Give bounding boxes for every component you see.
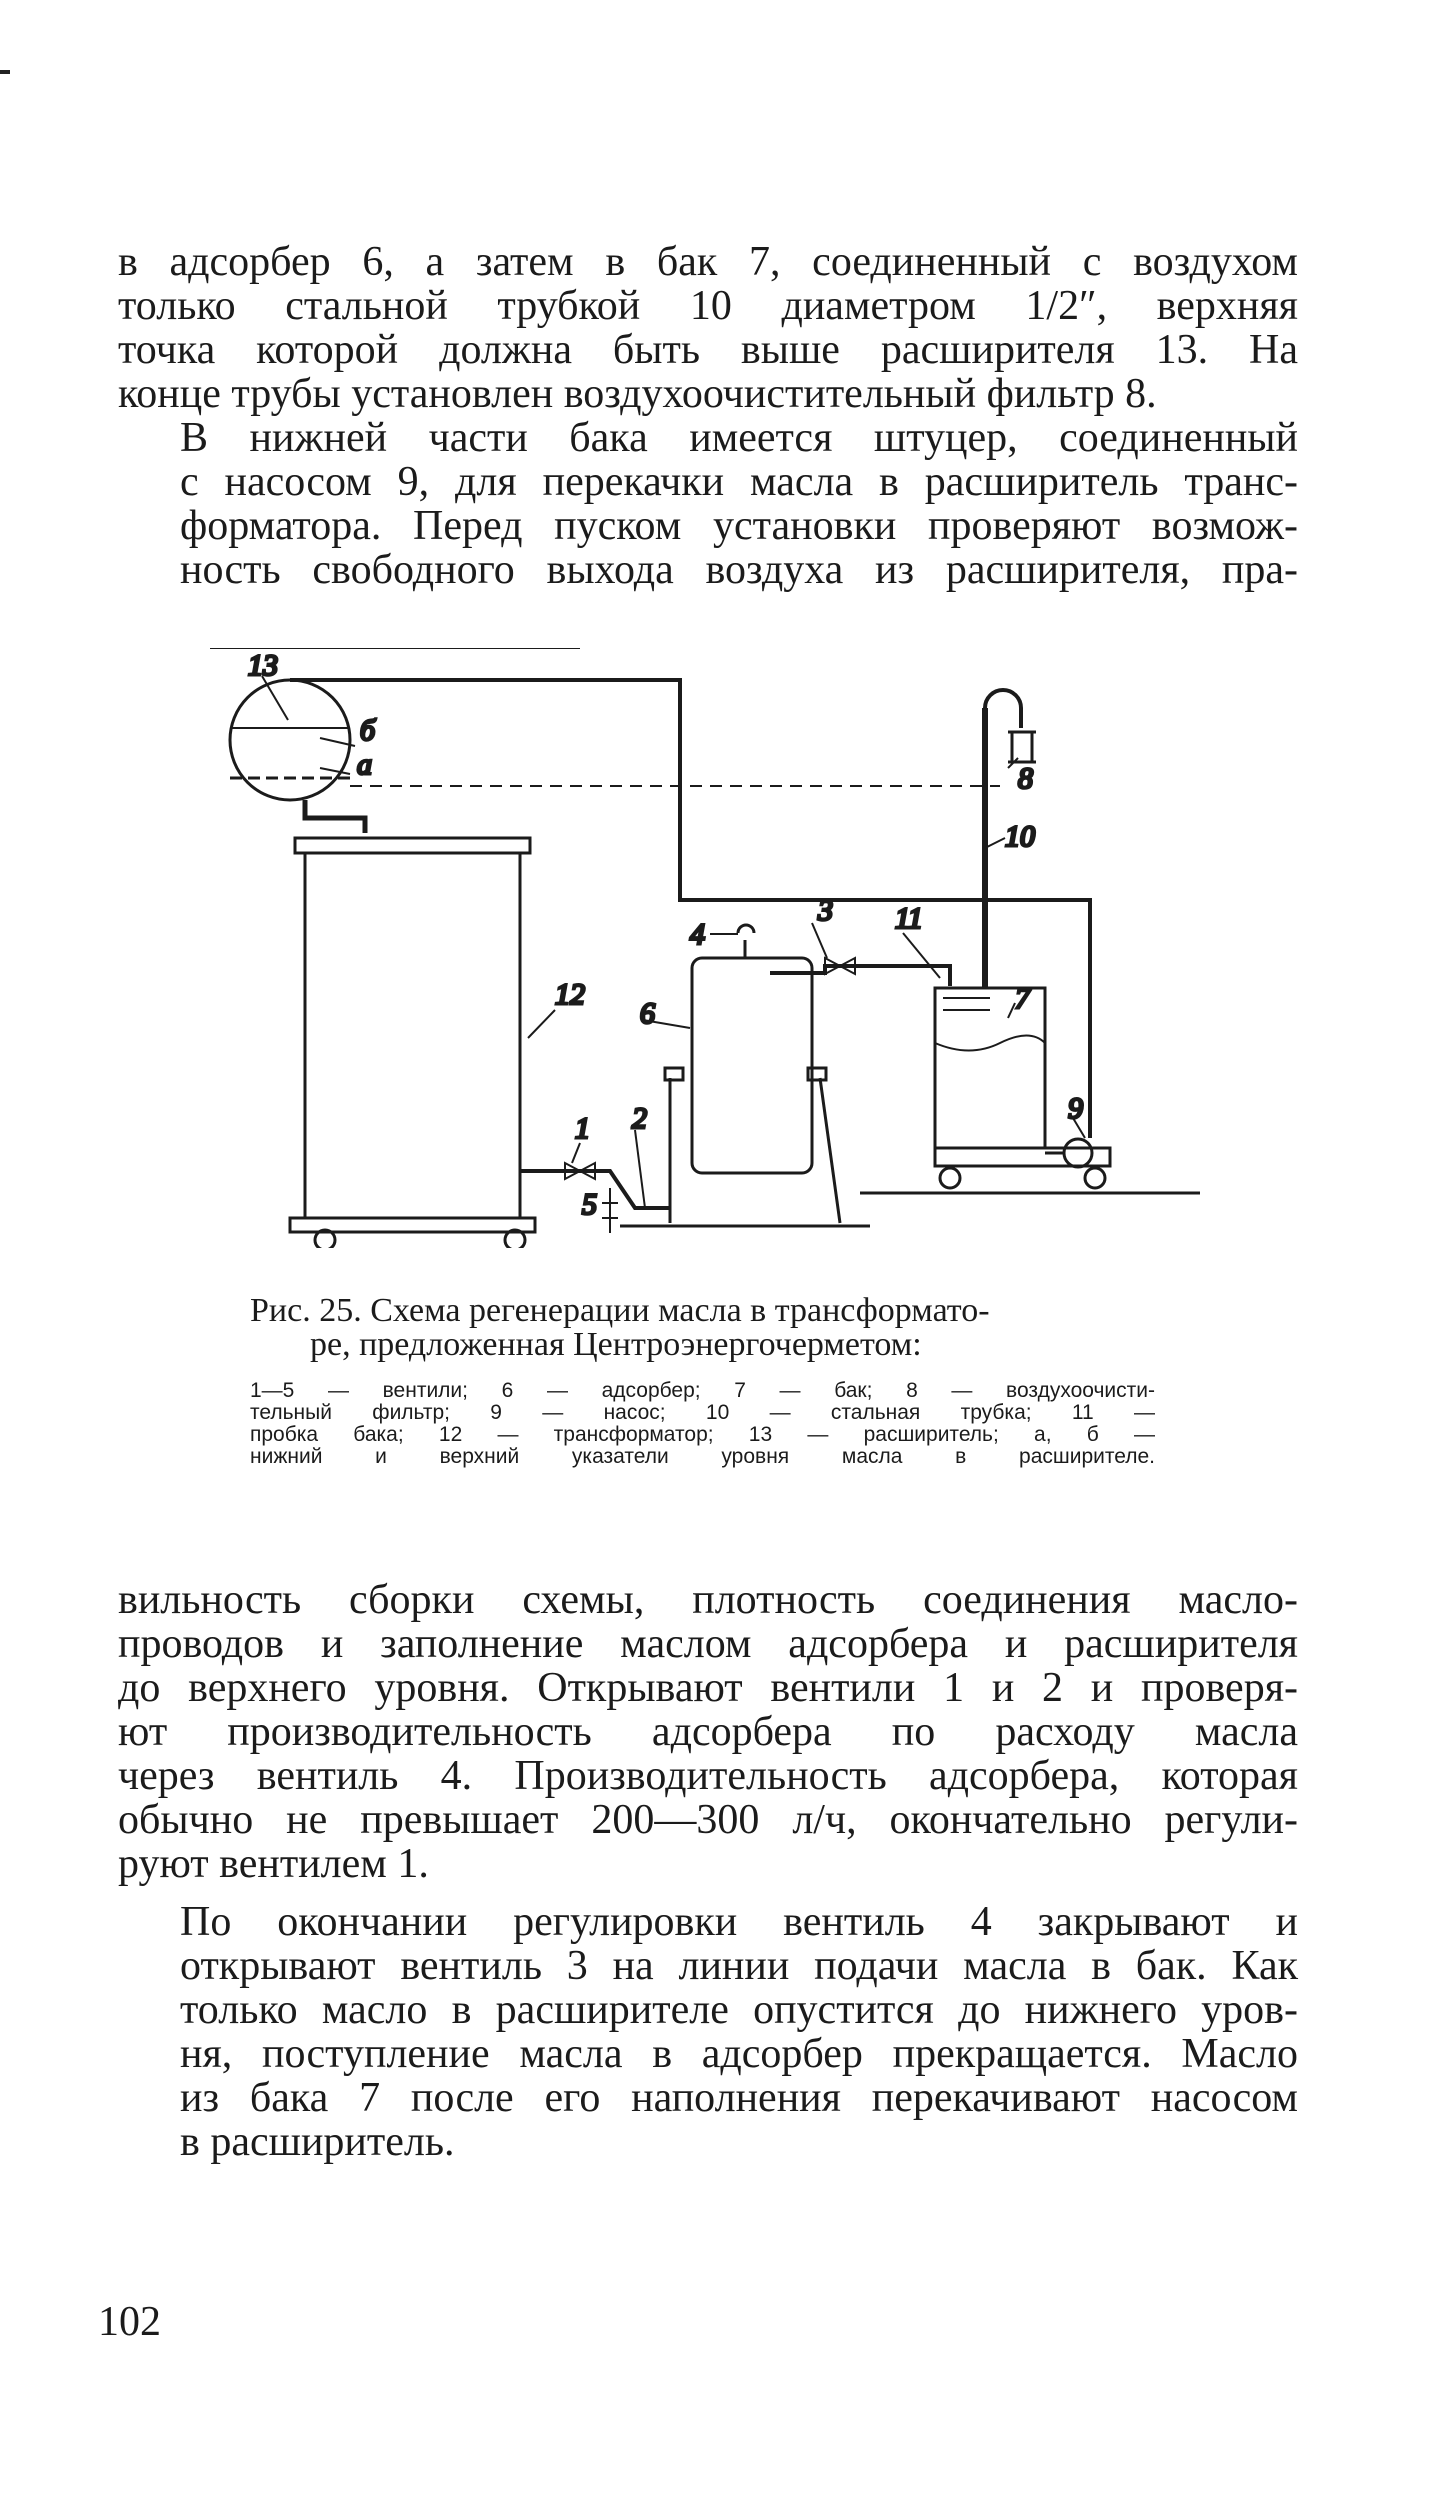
label-1: 1 bbox=[575, 1112, 590, 1145]
label-10: 10 bbox=[1005, 820, 1035, 853]
valve-5 bbox=[602, 1188, 618, 1233]
text-line: ня, поступление масла в адсорбер прекращается. Масло bbox=[180, 2031, 1298, 2077]
legend-line: пробка бака; 12 — трансформатор; 13 — расширитель; а, б — bbox=[250, 1423, 1155, 1446]
text-line: ность свободного выхода воздуха из расширителя, пра- bbox=[180, 547, 1298, 593]
label-11: 11 bbox=[895, 902, 923, 935]
scan-mark bbox=[0, 70, 10, 74]
paragraph-2 bbox=[118, 416, 1298, 592]
text-line: вильность сборки схемы, плотность соединения масло- bbox=[118, 1577, 1298, 1623]
transformer-12 bbox=[290, 838, 535, 1248]
text-line: конце трубы установлен воздухоочистительный фильтр 8. bbox=[118, 371, 1157, 417]
label-2: 2 bbox=[632, 1102, 647, 1135]
legend-line: 1—5 — вентили; 6 — адсорбер; 7 — бак; 8 — воздухоочисти- bbox=[250, 1379, 1155, 1402]
caption-line: ре, предложенная Центроэнергочерметом: bbox=[310, 1326, 922, 1363]
label-5: 5 bbox=[582, 1188, 597, 1221]
text-line: через вентиль 4. Производительность адсорбера, которая bbox=[118, 1753, 1298, 1799]
label-b: б bbox=[360, 714, 376, 747]
text-line: руют вентилем 1. bbox=[118, 1841, 429, 1887]
text-line: до верхнего уровня. Открывают вентили 1 и 2 и проверя- bbox=[118, 1665, 1298, 1711]
page-number: 102 bbox=[98, 2299, 161, 2345]
label-a: а bbox=[357, 748, 372, 781]
figure-caption bbox=[250, 1294, 1170, 1362]
text-line: только стальной трубкой 10 диаметром 1/2″, верхняя bbox=[118, 283, 1298, 329]
label-8: 8 bbox=[1018, 762, 1033, 795]
paragraph-1 bbox=[118, 240, 1298, 416]
text-line: с насосом 9, для перекачки масла в расширитель транс- bbox=[180, 459, 1298, 505]
pipe-top bbox=[290, 680, 1090, 1138]
pump-9 bbox=[1045, 1139, 1092, 1167]
legend-line: тельный фильтр; 9 — насос; 10 — стальная трубка; 11 — bbox=[250, 1401, 1155, 1424]
text-line: из бака 7 после его наполнения перекачивают насосом bbox=[180, 2075, 1298, 2121]
expander-connector bbox=[305, 800, 365, 833]
label-9: 9 bbox=[1068, 1092, 1083, 1125]
paragraph-3 bbox=[118, 1578, 1298, 1886]
caption-line: Рис. 25. Схема регенерации масла в трансформато- bbox=[250, 1292, 990, 1329]
text-line: В нижней части бака имеется штуцер, соединенный bbox=[180, 415, 1298, 461]
leader-lines bbox=[210, 648, 1085, 1208]
text-line: в расширитель. bbox=[180, 2119, 455, 2165]
oil-regeneration-diagram bbox=[210, 648, 1220, 1248]
legend-line: нижний и верхний указатели уровня масла в расширителе. bbox=[250, 1445, 1155, 1468]
pipe-valve-3 bbox=[770, 966, 950, 986]
label-13: 13 bbox=[248, 649, 278, 682]
label-7: 7 bbox=[1015, 982, 1030, 1015]
label-6: 6 bbox=[640, 997, 655, 1030]
text-line: открывают вентиль 3 на линии подачи масла в бак. Как bbox=[180, 1943, 1298, 1989]
figure-legend bbox=[250, 1380, 1155, 1468]
diagram-svg bbox=[210, 648, 1220, 1248]
paragraph-4 bbox=[118, 1900, 1298, 2164]
text-line: обычно не превышает 200—300 л/ч, окончательно регули- bbox=[118, 1797, 1298, 1843]
text-line: проводов и заполнение маслом адсорбера и расширителя bbox=[118, 1621, 1298, 1667]
text-line: в адсорбер 6, а затем в бак 7, соединенный с воздухом bbox=[118, 239, 1298, 285]
text-line: По окончании регулировки вентиль 4 закрывают и bbox=[180, 1899, 1298, 1945]
label-4: 4 bbox=[690, 918, 705, 951]
text-line: форматора. Перед пуском установки проверяют возмож- bbox=[180, 503, 1298, 549]
tank-7 bbox=[860, 988, 1200, 1193]
label-12: 12 bbox=[555, 978, 585, 1011]
text-line: точка которой должна быть выше расширителя 13. На bbox=[118, 327, 1298, 373]
label-3: 3 bbox=[818, 894, 833, 927]
text-line: только масло в расширителе опустится до нижнего уров- bbox=[180, 1987, 1298, 2033]
text-line: ют производительность адсорбера по расходу масла bbox=[118, 1709, 1298, 1755]
